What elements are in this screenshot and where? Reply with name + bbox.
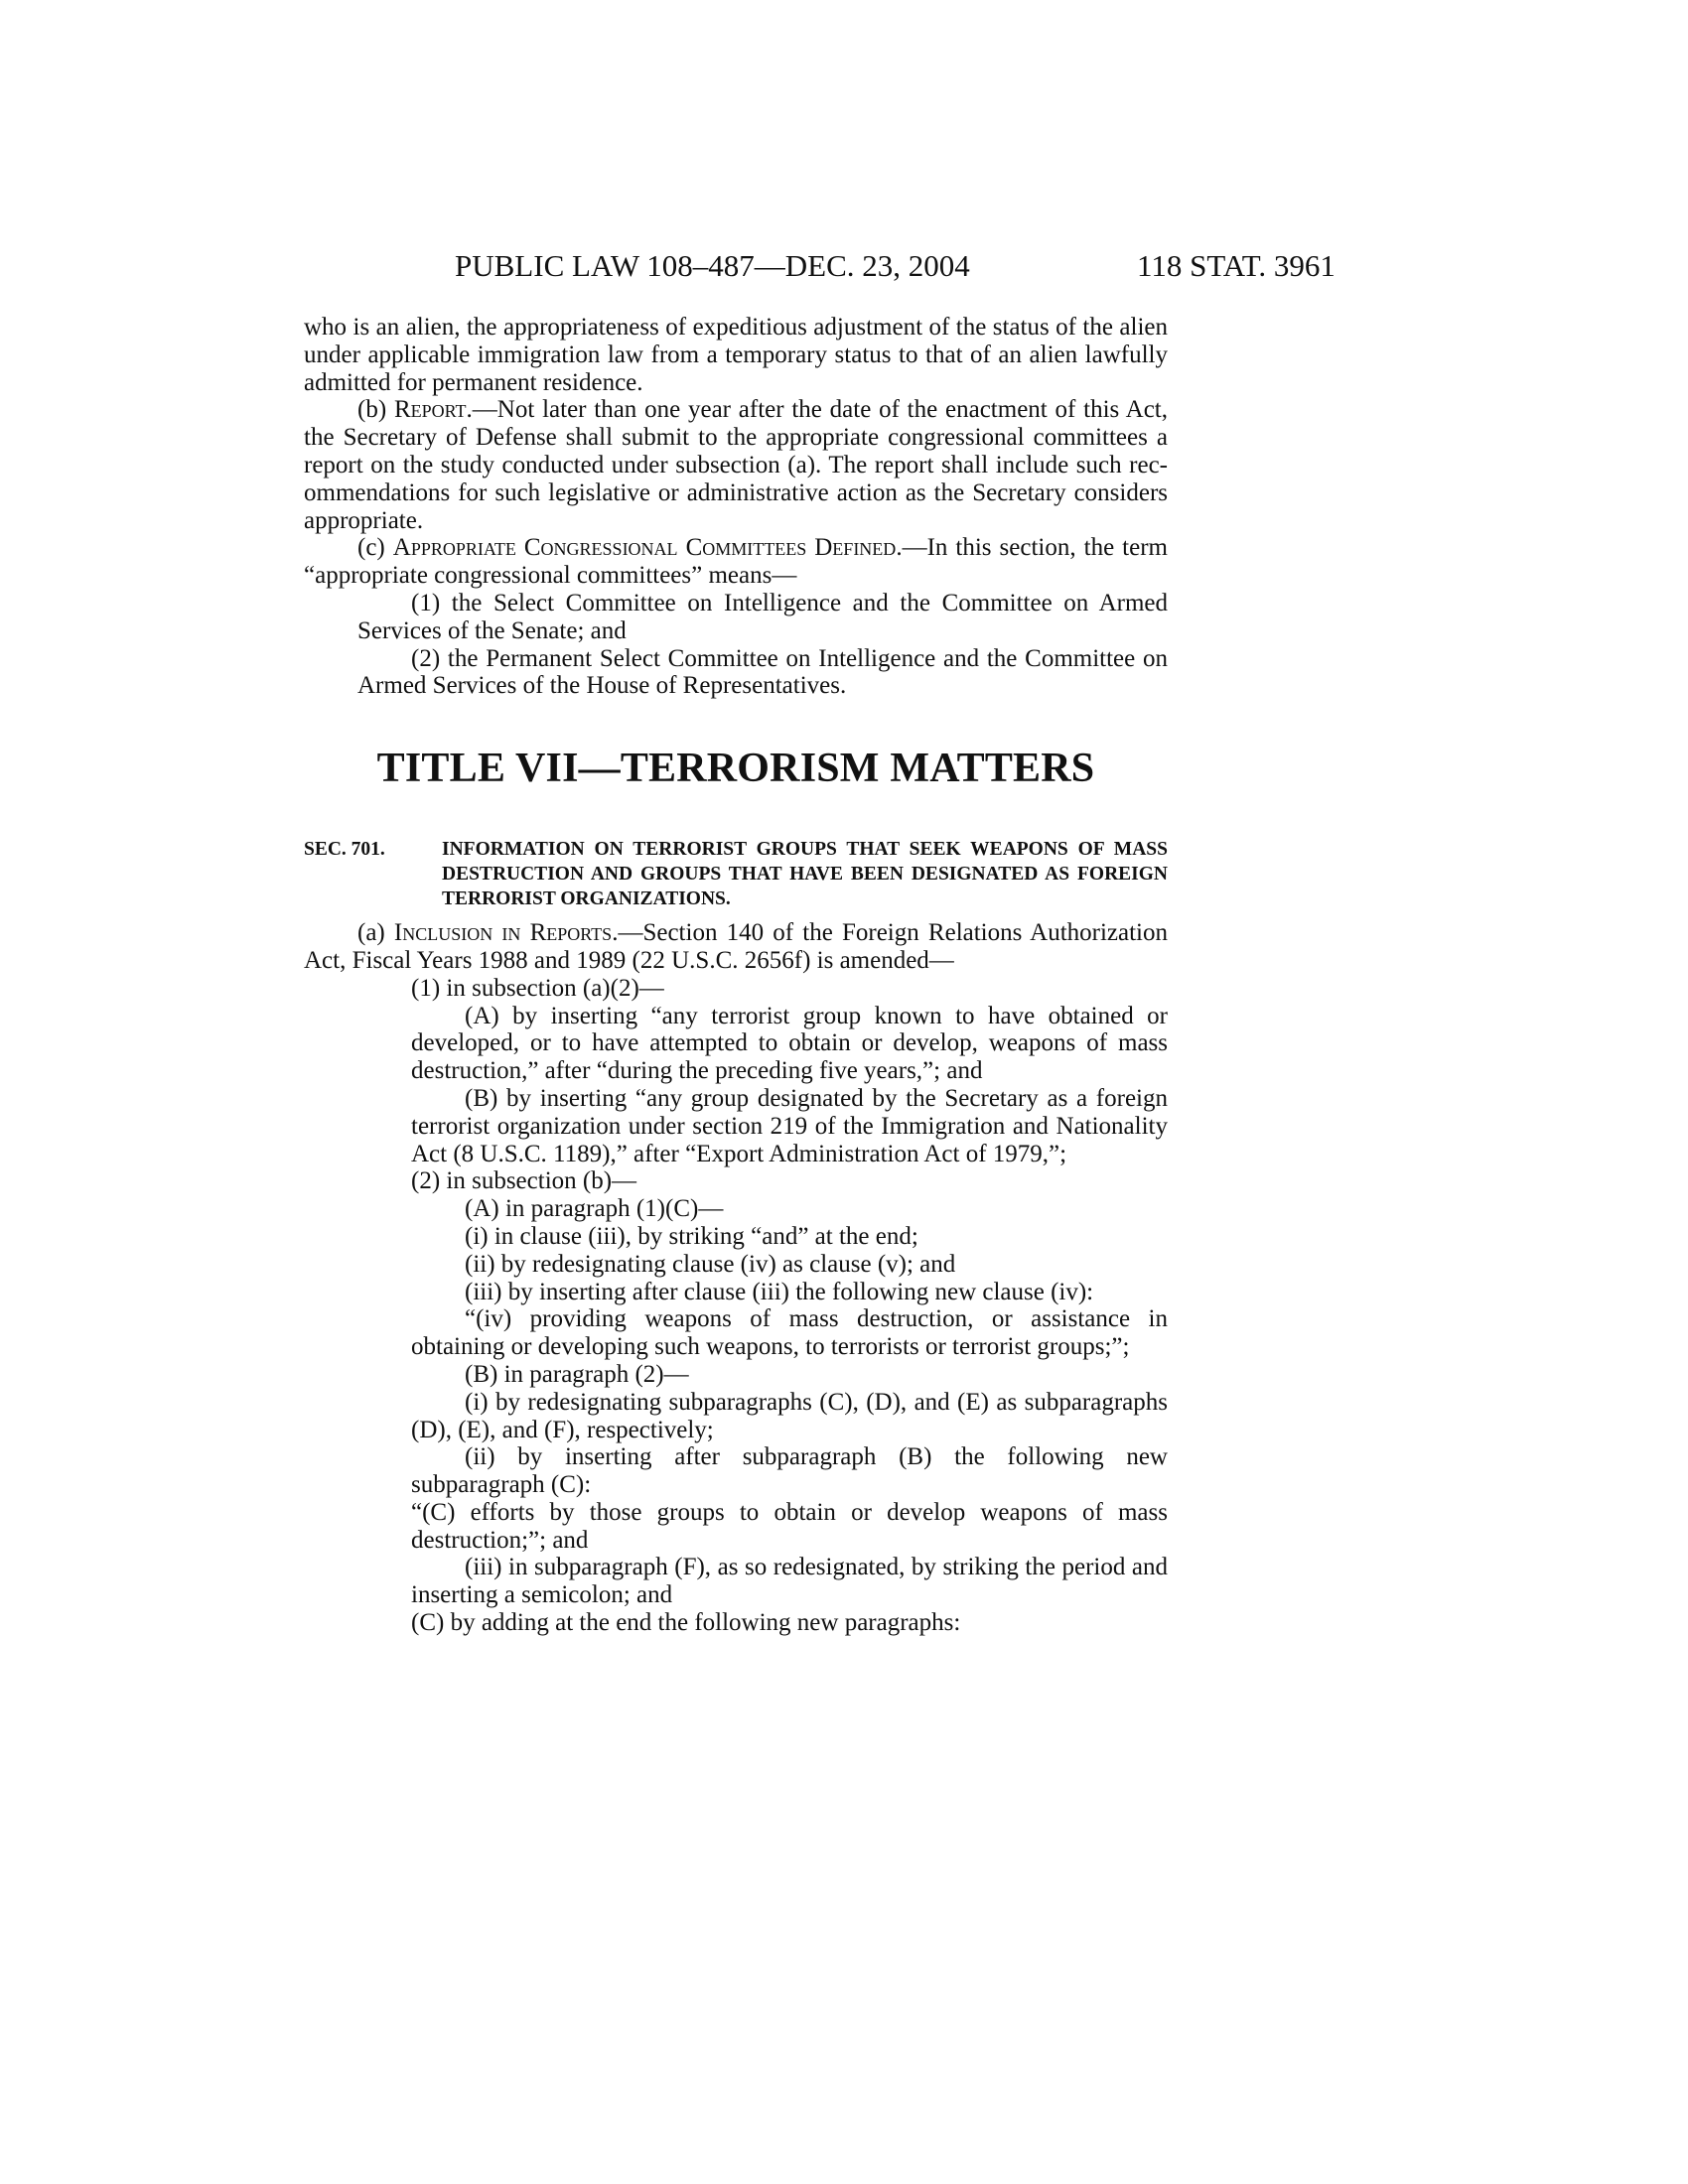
clause-2A-iii: (iii) by inserting after clause (iii) the following new clause (iv):	[465, 1278, 1094, 1305]
title-heading: TITLE VII—TERRORISM MATTERS	[376, 746, 1095, 792]
clause-2B-i: (i) by redesignating subparagraphs (C), (D), and (E) as subparagraphs (D), (E), and (F), respectively;	[411, 1388, 1168, 1443]
subsection-heading: Report	[393, 396, 467, 424]
clause-2B-iii: (iii) in subparagraph (F), as so redesignated, by striking the period and inserting a semicolon; and	[411, 1554, 1168, 1609]
paragraph-c1: (1) the Select Committee on Intelligence and the Committee on Armed Services of the Senate; and	[357, 589, 1168, 644]
subparagraph-2B: (B) in paragraph (2)—	[465, 1360, 689, 1388]
quoted-subparagraph-C: “(C) efforts by those groups to obtain or develop weapons of mass destruction;”; and	[411, 1498, 1168, 1554]
paragraph-1: (1) in subsection (a)(2)—	[411, 974, 664, 1002]
page-header	[0, 246, 1688, 286]
subparagraph-2C: (C) by adding at the end the following new paragraphs:	[411, 1609, 961, 1637]
section-number: SEC. 701.	[304, 839, 385, 861]
section-heading	[304, 837, 1168, 911]
page-folio: 118 STAT. 3961	[1137, 248, 1336, 283]
clause-2A-i: (i) in clause (iii), by striking “and” at the end;	[465, 1222, 918, 1250]
paragraph-2: (2) in subsection (b)—	[411, 1167, 637, 1195]
subsection-c: (c) Appropriate Congressional Committees Defined.—In this section, the term “appropriate congressional committees” means—	[304, 534, 1168, 590]
subsection-b: (b) Report.—Not later than one year after the date of the enactment of this Act, the Secretary of Defense shall submit to the appropriate congressional committees a report on the study conducted under subsection (a). The report shall include such recommendations for such legislative or administrative action as the Secretary considers appropriate.	[304, 396, 1168, 534]
subsection-heading: Appropriate Congressional Committees Defined	[392, 534, 897, 562]
subparagraph-2A: (A) in paragraph (1)(C)—	[465, 1195, 724, 1223]
subparagraph-1B: (B) by inserting “any group designated by the Secretary as a foreign terrorist organization under section 219 of the Immigration and Nationality Act (8 U.S.C. 1189),” after “Export Administration Act of 1979,”;	[411, 1084, 1168, 1167]
running-head: PUBLIC LAW 108–487—DEC. 23, 2004	[455, 248, 970, 283]
quoted-clause-iv: “(iv) providing weapons of mass destruction, or assistance in obtaining or developing such weapons, to terrorists or terrorist groups;”;	[411, 1305, 1168, 1361]
subparagraph-1A: (A) by inserting “any terrorist group known to have obtained or developed, or to have attempted to obtain or develop, weapons of mass destruction,” after “during the preceding five years,”; and	[411, 1002, 1168, 1085]
subsection-heading: Inclusion in Reports	[393, 919, 613, 947]
paragraph-c2: (2) the Permanent Select Committee on Intelligence and the Committee on Armed Services of the House of Representatives.	[357, 644, 1168, 700]
clause-2A-ii: (ii) by redesignating clause (iv) as clause (v); and	[465, 1250, 956, 1278]
clause-2B-ii: (ii) by inserting after subparagraph (B) the following new subparagraph (C):	[411, 1443, 1168, 1499]
document-body	[304, 314, 1168, 1637]
subsection-a: (a) Inclusion in Reports.—Section 140 of the Foreign Relations Authorization Act, Fiscal Years 1988 and 1989 (22 U.S.C. 2656f) is amended—	[304, 919, 1168, 974]
section-title: INFORMATION ON TERRORIST GROUPS THAT SEEK WEAPONS OF MASS DESTRUCTION AND GROUPS THAT HAVE BEEN DESIGNATED AS FOREIGN TERRORIST ORGANIZATIONS.	[442, 839, 1168, 910]
continuation-paragraph: who is an alien, the appropriateness of expeditious adjustment of the status of the alien under applicable immigration law from a temporary status to that of an alien lawfully admitted for permanent residence.	[304, 314, 1168, 396]
